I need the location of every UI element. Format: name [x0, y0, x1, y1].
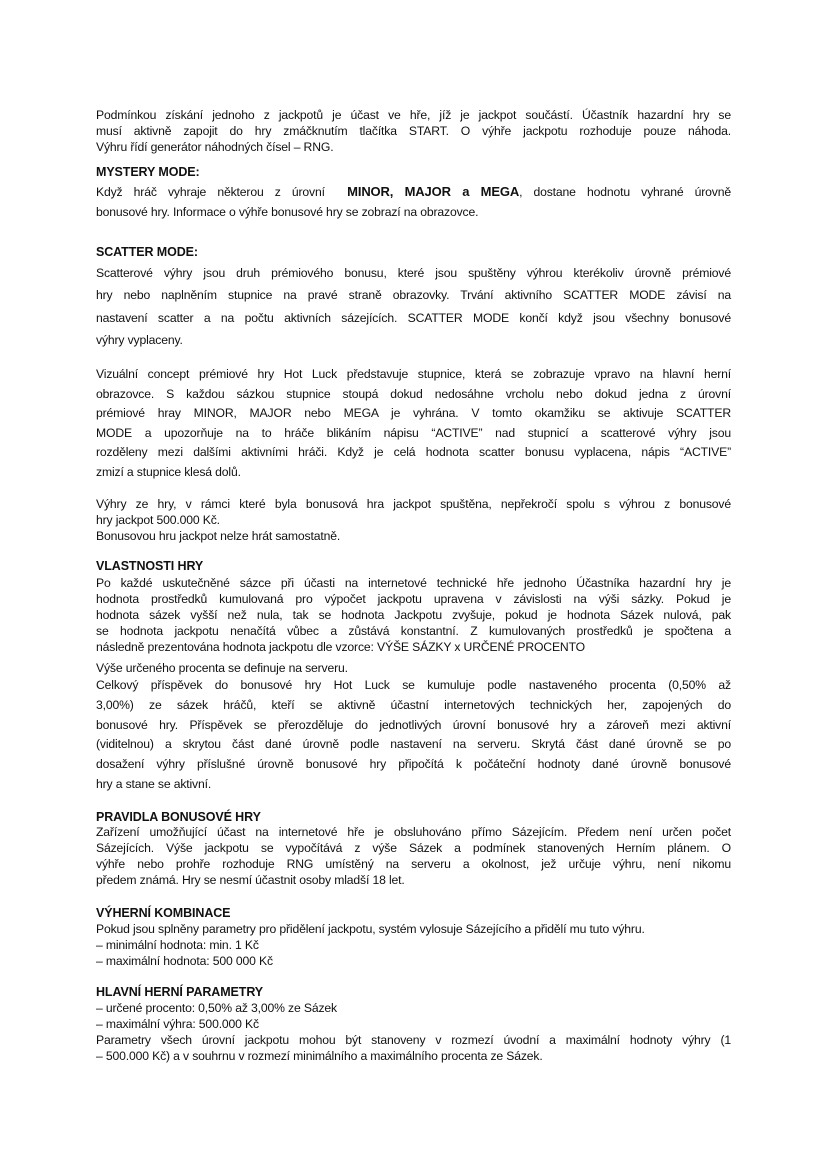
text-line: hry a stane se aktivní. — [96, 777, 212, 792]
heading-bonus-rules: PRAVIDLA BONUSOVÉ HRY — [96, 810, 261, 824]
text-line: Bonusovou hru jackpot nelze hrát samostatně. — [96, 529, 341, 543]
text-line: – maximální výhra: 500.000 Kč — [96, 1017, 259, 1031]
text-line: bonusové hry. Informace o výhře bonusové hry se zobrazí na obrazovce. — [96, 205, 479, 220]
heading-mystery-mode: MYSTERY MODE: — [96, 165, 200, 179]
main-parameters-paragraph — [96, 1000, 731, 1064]
text-segment: Když hráč vyhraje některou z úrovní — [96, 184, 348, 199]
intro-paragraph — [96, 107, 731, 155]
text-line: (viditelnou) a skrytou část dané úrovně podle nastavení na serveru. Skrytá část dané úrovně se po — [96, 737, 731, 752]
text-line: Výhry ze hry, v rámci které byla bonusová hra jackpot spuštěna, nepřekročí spolu s výhrou z bonusové — [96, 497, 731, 511]
text-line: MODE a upozorňuje na to hráče blikáním nápisu “ACTIVE” nad stupnicí a scatterové výhry jsou — [96, 425, 731, 440]
text-line: obrazovce. S každou sázkou stupnice stoupá dokud nedosáhne vrcholu nebo dokud jedna z úrovní — [96, 386, 731, 401]
scatter-mode-paragraph — [96, 262, 731, 352]
heading-main-parameters: HLAVNÍ HERNÍ PARAMETRY — [96, 985, 264, 999]
heading-game-properties: VLASTNOSTI HRY — [96, 559, 204, 573]
text-line: Po každé uskutečněné sázce při účasti na internetové technické hře jednoho Účastníka hazardní hry je — [96, 576, 731, 590]
text-line — [96, 182, 731, 203]
text-line: výhry vyplaceny. — [96, 333, 183, 348]
text-line: předem známá. Hry se nesmí účastnit osoby mladší 18 let. — [96, 873, 405, 887]
text-line: následně prezentována hodnota jackpotu dle vzorce: VÝŠE SÁZKY x URČENÉ PROCENTO — [96, 640, 585, 654]
text-line: musí aktivně zapojit do hry zmáčknutím tlačítka START. O výhře jackpotu rozhoduje pouze náhoda. — [96, 124, 731, 138]
text-line: Pokud jsou splněny parametry pro přidělení jackpotu, systém vylosuje Sázejícího a přidělí mu tuto výhru. — [96, 922, 645, 936]
text-line: Scatterové výhry jsou druh prémiového bonusu, které jsou spuštěny výhrou kterékoliv úrovně prémiové — [96, 265, 731, 280]
heading-winning-combinations: VÝHERNÍ KOMBINACE — [96, 906, 231, 920]
text-line: – určené procento: 0,50% až 3,00% ze Sázek — [96, 1001, 337, 1015]
text-line: Podmínkou získání jednoho z jackpotů je účast ve hře, jíž je jackpot součástí. Účastník hazardní hry se — [96, 108, 731, 122]
text-line: Vizuální concept prémiové hry Hot Luck představuje stupnice, která se zobrazuje vpravo na hlavní herní — [96, 367, 731, 382]
text-line: Zařízení umožňující účast na internetové hře je obsluhováno přímo Sázejícím. Předem není určen počet — [96, 825, 731, 839]
text-line: dosažení výhry příslušné úrovně bonusové hry připočítá k počáteční hodnoty dané úrovně bonusové — [96, 757, 731, 772]
emphasized-levels: MINOR, MAJOR a MEGA — [347, 183, 520, 199]
visual-concept-paragraph — [96, 365, 731, 482]
text-line: Sázejících. Výše jackpotu se vypočítává z výše Sázek a podmínek stanovených Herním plánem. O — [96, 841, 731, 855]
text-line: 3,00%) ze sázek hráčů, kteří se aktivně účastní internetových technických her, zapojených do — [96, 697, 731, 712]
text-line: Výhru řídí generátor náhodných čísel – RNG. — [96, 140, 334, 154]
percentage-note — [96, 660, 731, 676]
text-line: Výše určeného procenta se definuje na serveru. — [96, 661, 348, 675]
text-line: Celkový příspěvek do bonusové hry Hot Luck se kumuluje podle nastaveného procenta (0,50% až — [96, 678, 731, 693]
bonus-rules-paragraph — [96, 824, 731, 888]
mystery-mode-paragraph — [96, 182, 731, 223]
contribution-paragraph — [96, 676, 731, 795]
text-line: výhře nebo prohře rozhoduje RNG umístěný na serveru a okolnost, jež určuje výhru, není nikomu — [96, 857, 731, 871]
text-line: hodnota prostředků kumulovaná pro výpočet jackpotu upravena v závislosti na výši sázky. Pokud je — [96, 592, 731, 606]
text-line: hry jackpot 500.000 Kč. — [96, 513, 220, 527]
text-line: hodnota sázek vyšší než nula, tak se hodnota Jackpotu zvyšuje, pokud je hodnota Sázek nulová, pak — [96, 608, 731, 622]
text-line: hry nebo naplněním stupnice na pravé straně obrazovky. Trvání aktivního SCATTER MODE závisí na — [96, 288, 731, 303]
text-line: – maximální hodnota: 500 000 Kč — [96, 954, 273, 968]
text-line: – minimální hodnota: min. 1 Kč — [96, 938, 259, 952]
winning-combinations-paragraph — [96, 921, 731, 969]
text-line: prémiové hray MINOR, MAJOR nebo MEGA je vyhrána. V tomto okamžiku se aktivuje SCATTER — [96, 406, 731, 421]
winnings-limit-paragraph — [96, 496, 731, 544]
text-line: nastavení scatter a na počtu aktivních sázejících. SCATTER MODE končí když jsou všechny bonusové — [96, 310, 731, 325]
text-segment: , dostane hodnotu vyhrané úrovně — [519, 184, 731, 199]
text-line: se hodnota jackpotu nenačítá vůbec a zůstává konstantní. Z kumulovaných prostředků je spočtena a — [96, 624, 731, 638]
text-line: bonusové hry. Příspěvek se přerozděluje do jednotlivých úrovní bonusové hry a zároveň mezi aktivní — [96, 717, 731, 732]
game-properties-paragraph — [96, 575, 731, 655]
heading-scatter-mode: SCATTER MODE: — [96, 245, 198, 259]
text-line: rozděleny mezi dalšími aktivními hráči. Když je celá hodnota scatter bonusu vyplacena, nápis “ACTIVE” — [96, 445, 731, 460]
text-line: Parametry všech úrovní jackpotu mohou být stanoveny v rozmezí úvodní a maximální hodnoty výhry (1 — [96, 1033, 731, 1047]
text-line: – 500.000 Kč) a v souhrnu v rozmezí minimálního a maximálního procenta ze Sázek. — [96, 1049, 543, 1063]
text-line: zmizí a stupnice klesá dolů. — [96, 464, 241, 479]
